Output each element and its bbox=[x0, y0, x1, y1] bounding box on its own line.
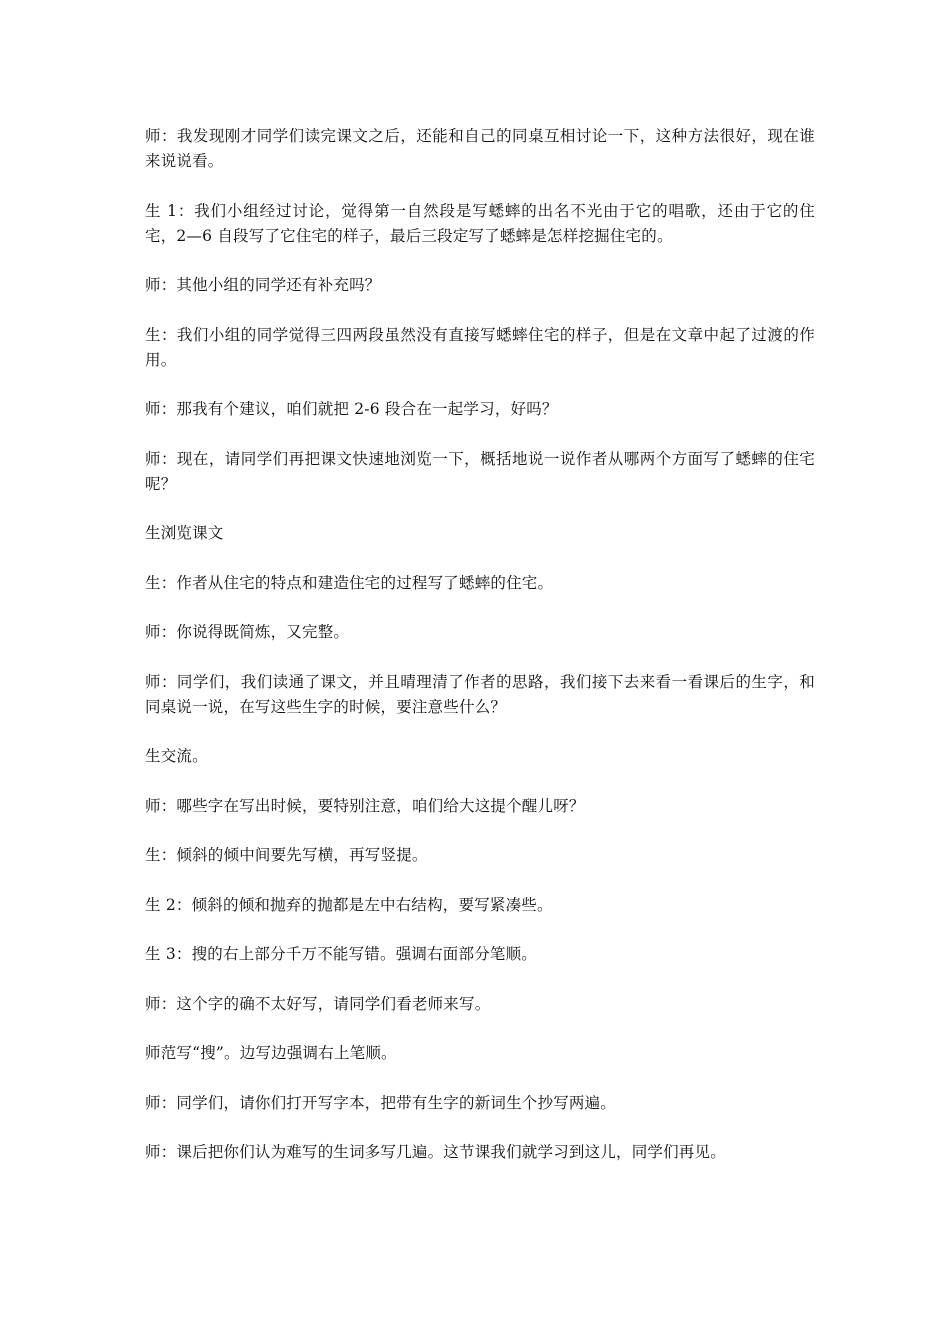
paragraph: 师：课后把你们认为难写的生词多写几遍。这节课我们就学习到这儿，同学们再见。 bbox=[145, 1143, 726, 1161]
paragraph: 师：其他小组的同学还有补充吗？ bbox=[145, 276, 381, 294]
paragraph: 生交流。 bbox=[145, 747, 208, 765]
paragraph: 生 1：我们小组经过讨论，觉得第一自然段是写蟋蟀的出名不光由于它的唱歌，还由于它的住宅，2—6 自段写了它住宅的样子，最后三段定写了蟋蟀是怎样挖掘住宅的。 bbox=[145, 201, 815, 245]
paragraph: 生 3：搜的右上部分千万不能写错。强调右面部分笔顺。 bbox=[145, 945, 537, 963]
paragraph: 师：同学们，我们读通了课文，并且晴理清了作者的思路，我们接下去来看一看课后的生字，和同桌说一说，在写这些生字的时候，要注意些什么？ bbox=[145, 672, 815, 716]
paragraph: 师：那我有个建议，咱们就把 2-6 段合在一起学习，好吗？ bbox=[145, 400, 558, 418]
paragraph: 生：作者从住宅的特点和建造住宅的过程写了蟋蟀的住宅。 bbox=[145, 573, 554, 592]
paragraph: 师：哪些字在写出时候，要特别注意，咱们给大这提个醒儿呀？ bbox=[145, 796, 585, 815]
paragraph: 师：现在，请同学们再把课文快速地浏览一下，概括地说一说作者从哪两个方面写了蟋蟀的住宅呢？ bbox=[145, 449, 815, 493]
paragraph: 师：同学们，请你们打开写字本，把带有生字的新词生个抄写两遍。 bbox=[145, 1093, 617, 1112]
paragraph: 师：这个字的确不太好写，请同学们看老师来写。 bbox=[145, 994, 491, 1013]
paragraph: 师：你说得既简炼，又完整。 bbox=[145, 623, 350, 641]
paragraph: 生：倾斜的倾中间要先写横，再写竖提。 bbox=[145, 846, 428, 864]
paragraph: 生浏览课文 bbox=[145, 524, 224, 542]
paragraph: 师范写“搜”。边写边强调右上笔顺。 bbox=[145, 1044, 397, 1062]
paragraph: 生 2：倾斜的倾和抛弃的抛都是左中右结构，要写紧凑些。 bbox=[145, 895, 553, 914]
paragraph: 师：我发现刚才同学们读完课文之后，还能和自己的同桌互相讨论一下，这种方法很好，现在谁来说说看。 bbox=[145, 127, 815, 170]
document-body bbox=[145, 124, 815, 1190]
paragraph: 生：我们小组的同学觉得三四两段虽然没有直接写蟋蟀住宅的样子，但是在文章中起了过渡的作用。 bbox=[145, 325, 815, 369]
